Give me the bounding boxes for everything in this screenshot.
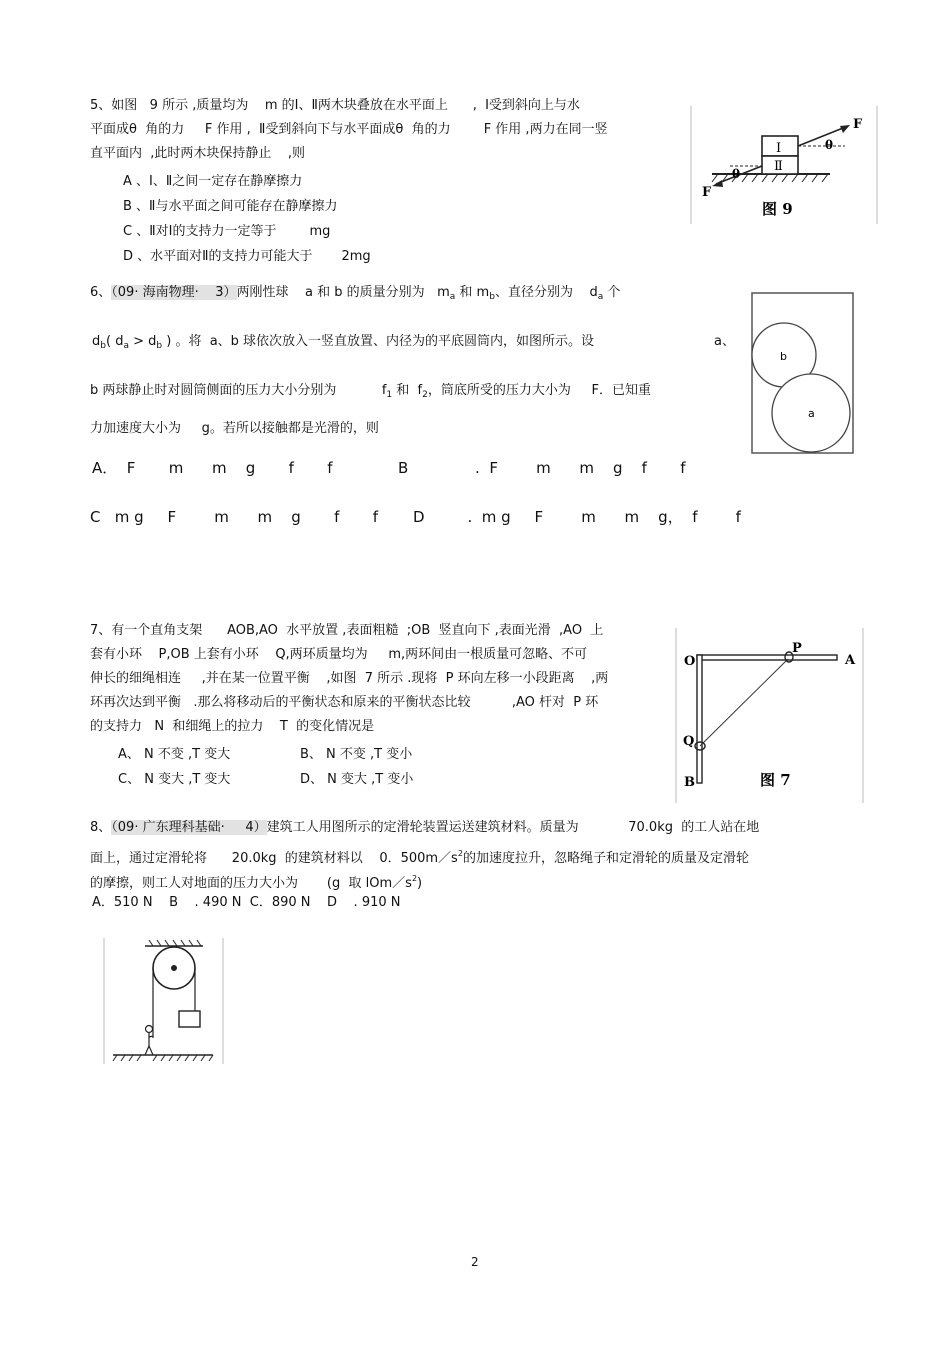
label-P: P (792, 641, 802, 656)
q8-line-3-sup: 2 (411, 874, 418, 883)
q8-line-3 (90, 871, 422, 892)
q6-ma: m (437, 285, 450, 300)
q6-ge: 个 (603, 285, 621, 300)
q6-da: d (589, 285, 598, 300)
q5-option-a: A 、Ⅰ、Ⅱ之间一定存在静摩擦力 (123, 174, 303, 189)
q7-option-d: D、 N 变大 ,T 变小 (300, 772, 414, 787)
q6-figure (750, 292, 856, 455)
q6-line-2 (92, 334, 594, 354)
q7-line-2: 套有小环 P,OB 上套有小环 Q,两环质量均为 m,两环间由一根质量可忽略、不可 (90, 647, 588, 662)
q7-option-b: B、 N 不变 ,T 变小 (300, 747, 413, 762)
q8-line-2-post: 的加速度拉升，忽略绳子和定滑轮的质量及定滑轮 (462, 851, 749, 866)
q8-figure (103, 938, 225, 1064)
label-B: B (684, 775, 695, 790)
q6-line-2-tail: a、 (714, 334, 735, 349)
q6-line-1 (90, 285, 620, 305)
q6-option-d: D . m g F m m g， f f (413, 508, 741, 526)
q6-diam: 、直径分别为 (494, 285, 590, 300)
force-bottom-label: F (702, 185, 712, 200)
rod-OB (697, 655, 702, 783)
q5-line-2: 平面成θ 角的力 F 作用 , Ⅱ受到斜向下与水平面成θ 角的力 F 作用 ,两力在同一竖 (90, 122, 608, 137)
q8-line-2-sup: 2 (457, 849, 463, 858)
q6-line-3-pre: b 两球静止时对圆筒侧面的压力大小分别为 f (90, 383, 387, 398)
ball-b-label: b (780, 350, 787, 363)
q7-figure (675, 628, 865, 803)
q6-f1-sub: 1 (386, 390, 393, 400)
q6-and: 和 (455, 285, 477, 300)
rod-AO (697, 655, 837, 660)
q6-line-3-post: ，筒底所受的压力大小为 F．已知重 (427, 383, 652, 398)
q7-line-4: 环再次达到平衡 .那么将移动后的平衡状态和原来的平衡状态比较 ,AO 杆对 P 环 (90, 695, 599, 710)
q7-option-c: C、 N 变大 ,T 变大 (118, 772, 231, 787)
page-number: 2 (471, 1255, 479, 1269)
q5-option-b: B 、Ⅱ与水平面之间可能存在静摩擦力 (123, 199, 338, 214)
q8-line-3-post: ) (417, 876, 423, 891)
q6-f2-sub: 2 (422, 390, 428, 400)
q6-number: 6、 (90, 285, 112, 300)
label-O: O (684, 654, 696, 669)
figure-7-label: 图 7 (760, 771, 791, 789)
material-block (179, 1011, 200, 1027)
theta-top: θ (825, 138, 834, 152)
q6-db: d (92, 334, 101, 349)
q6-option-b: B . F m m g f f (398, 459, 686, 477)
q5-line-1: 5、如图 9 所示 ,质量均为 m 的Ⅰ、Ⅱ两木块叠放在水平面上 , Ⅰ受到斜向上与水 (90, 98, 580, 113)
q6-ma-sub: a (449, 292, 456, 302)
q7-line-1: 7、有一个直角支架 AOB,AO 水平放置 ,表面粗糙 ;OB 竖直向下 ,表面光滑 ,AO 上 (90, 623, 604, 638)
q8-line-1-text: 建筑工人用图所示的定滑轮装置运送建筑材料。质量为 70.0kg 的工人站在地 (266, 820, 760, 835)
q8-options: A．510 N B . 490 N C．890 N D . 910 N (92, 895, 401, 910)
figure-9-label: 图 9 (762, 200, 793, 218)
q6-mb: m (476, 285, 490, 300)
q8-line-2 (90, 846, 749, 867)
q6-gt: > d (128, 334, 157, 349)
q7-line-5: 的支持力 N 和细绳上的拉力 T 的变化情况是 (90, 719, 375, 734)
q8-line-3-pre: 的摩擦，则工人对地面的压力大小为 (g 取 lOm／s (90, 876, 412, 891)
q6-db-sub: b (100, 341, 106, 351)
q8-line-1 (90, 820, 759, 836)
q6-line-1-text: 两刚性球 a 和 b 的质量分别为 (236, 285, 425, 300)
string-PQ (700, 659, 788, 746)
q8-line-2-pre: 面上，通过定滑轮将 20.0kg 的建筑材料以 0．500m／s (90, 851, 458, 866)
q8-number: 8、 (90, 820, 112, 835)
ball-a-label: a (808, 407, 815, 420)
worker-head (146, 1026, 153, 1033)
q5-line-3: 直平面内 ,此时两木块保持静止 ,则 (90, 146, 306, 161)
block-II-label: Ⅱ (774, 159, 783, 174)
q6-source: （09· 海南物理· 3） (111, 285, 237, 300)
q6-da-sub: a (597, 292, 604, 302)
q6-paren: ( d (105, 334, 124, 349)
label-A: A (845, 653, 856, 668)
q6-da2-sub: a (123, 341, 129, 351)
q6-option-c: C m g F m m g f f (90, 508, 379, 526)
block-I-label: Ⅰ (776, 141, 782, 156)
q6-line-3 (90, 383, 651, 403)
force-top-label: F (853, 117, 863, 132)
q6-line-2-text: ) 。将 a、b 球依次放入一竖直放置、内径为的平底圆筒内，如图所示。设 (162, 334, 595, 349)
q7-line-3: 伸长的细绳相连 ,并在某一位置平衡 ,如图 7 所示 .现将 P 环向左移一小段距离 ,两 (90, 671, 609, 686)
q5-option-c: C 、Ⅱ对Ⅰ的支持力一定等于 mg (123, 224, 331, 239)
q5-figure (690, 106, 880, 224)
theta-bottom: θ (732, 167, 741, 181)
q5-option-d: D 、水平面对Ⅱ的支持力可能大于 2mg (123, 249, 371, 264)
label-Q: Q (683, 734, 695, 749)
q6-line-3-mid: 和 f (392, 383, 423, 398)
q6-option-a: A． F m m g f f (92, 459, 333, 477)
q8-source: （09· 广东理科基础· 4） (111, 820, 267, 835)
q6-mb-sub: b (489, 292, 495, 302)
q7-option-a: A、 N 不变 ,T 变大 (118, 747, 231, 762)
q6-line-4: 力加速度大小为 g。若所以接触都是光滑的，则 (90, 421, 379, 436)
q6-db2-sub: b (156, 341, 163, 351)
